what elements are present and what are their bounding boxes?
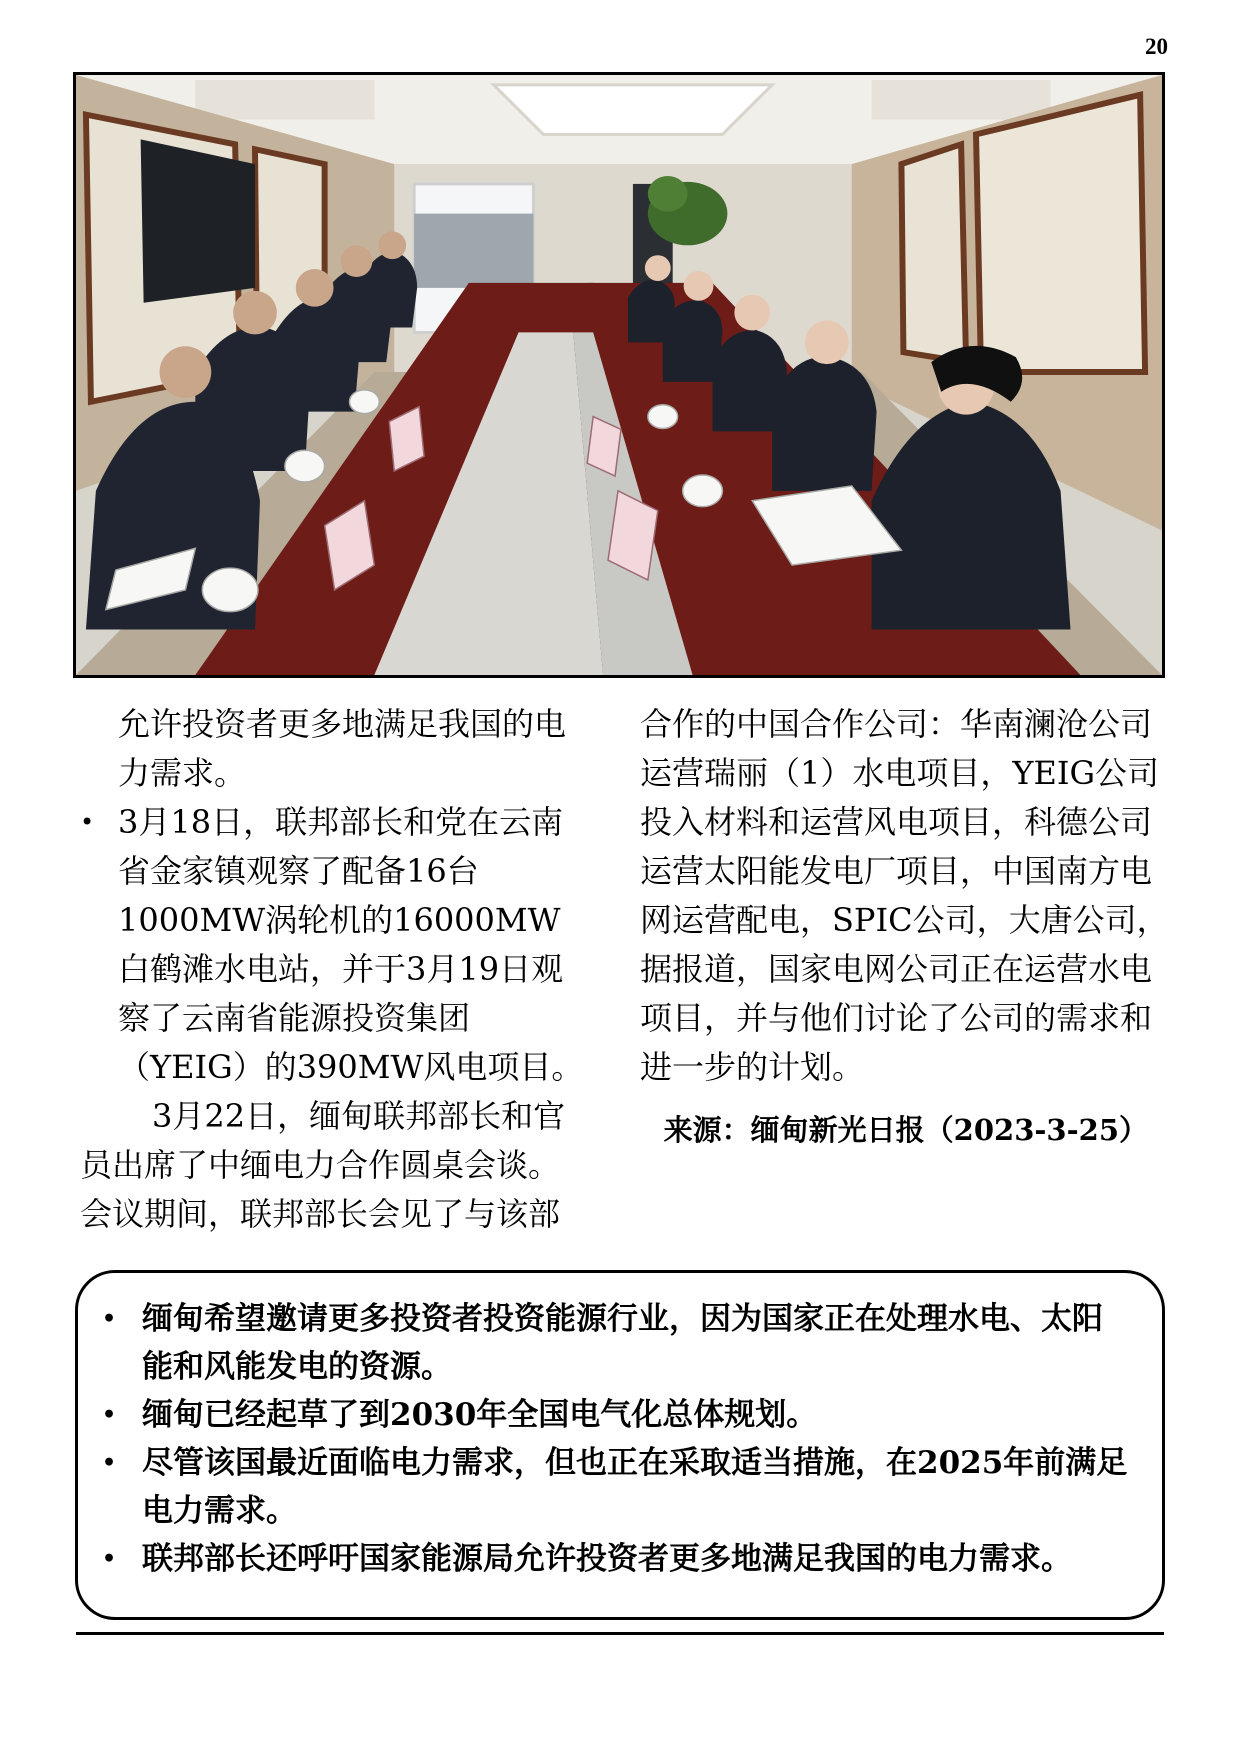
- bottom-divider: [76, 1632, 1164, 1635]
- source-citation: 来源：缅甸新光日报（2023-3-25）: [663, 1113, 1148, 1147]
- summary-item: • 缅甸已经起草了到2030年全国电气化总体规划。: [102, 1391, 1132, 1439]
- paragraph: 合作的中国合作公司：华南澜沧公司运营瑞丽（1）水电项目，YEIG公司投入材料和运营风电项目，科德公司运营太阳能发电厂项目，中国南方电网运营配电，SPIC公司，大唐公司，据报道，国家电网公司正在运营水电项目，并与他们讨论了公司的需求和进一步的计划。: [640, 705, 1169, 1086]
- page-number: 20: [1145, 34, 1168, 59]
- paragraph: 3月22日，缅甸联邦部长和官员出席了中缅电力合作圆桌会谈。会议期间，联邦部长会见了与该部: [80, 1097, 566, 1233]
- bullet-item: • 3月18日，联邦部长和党在云南省金家镇观察了配备16台1000MW涡轮机的16000MW白鹤滩水电站，并于3月19日观察了云南省能源投资集团（YEIG）的390MW风电项目。: [80, 798, 590, 1092]
- summary-item: • 尽管该国最近面临电力需求，但也正在采取适当措施，在2025年前满足电力需求。: [102, 1439, 1132, 1535]
- meeting-photo: [73, 72, 1165, 678]
- summary-item: • 联邦部长还呼吁国家能源局允许投资者更多地满足我国的电力需求。: [102, 1535, 1132, 1583]
- continuation-text: 允许投资者更多地满足我国的电力需求。: [118, 705, 567, 792]
- right-column: [640, 700, 1170, 1155]
- summary-list: [102, 1295, 1132, 1583]
- summary-item: • 缅甸希望邀请更多投资者投资能源行业，因为国家正在处理水电、太阳能和风能发电的资源。: [102, 1295, 1132, 1391]
- left-column: [80, 700, 590, 1239]
- meeting-room-illustration: [76, 75, 1162, 675]
- summary-box: [75, 1270, 1165, 1620]
